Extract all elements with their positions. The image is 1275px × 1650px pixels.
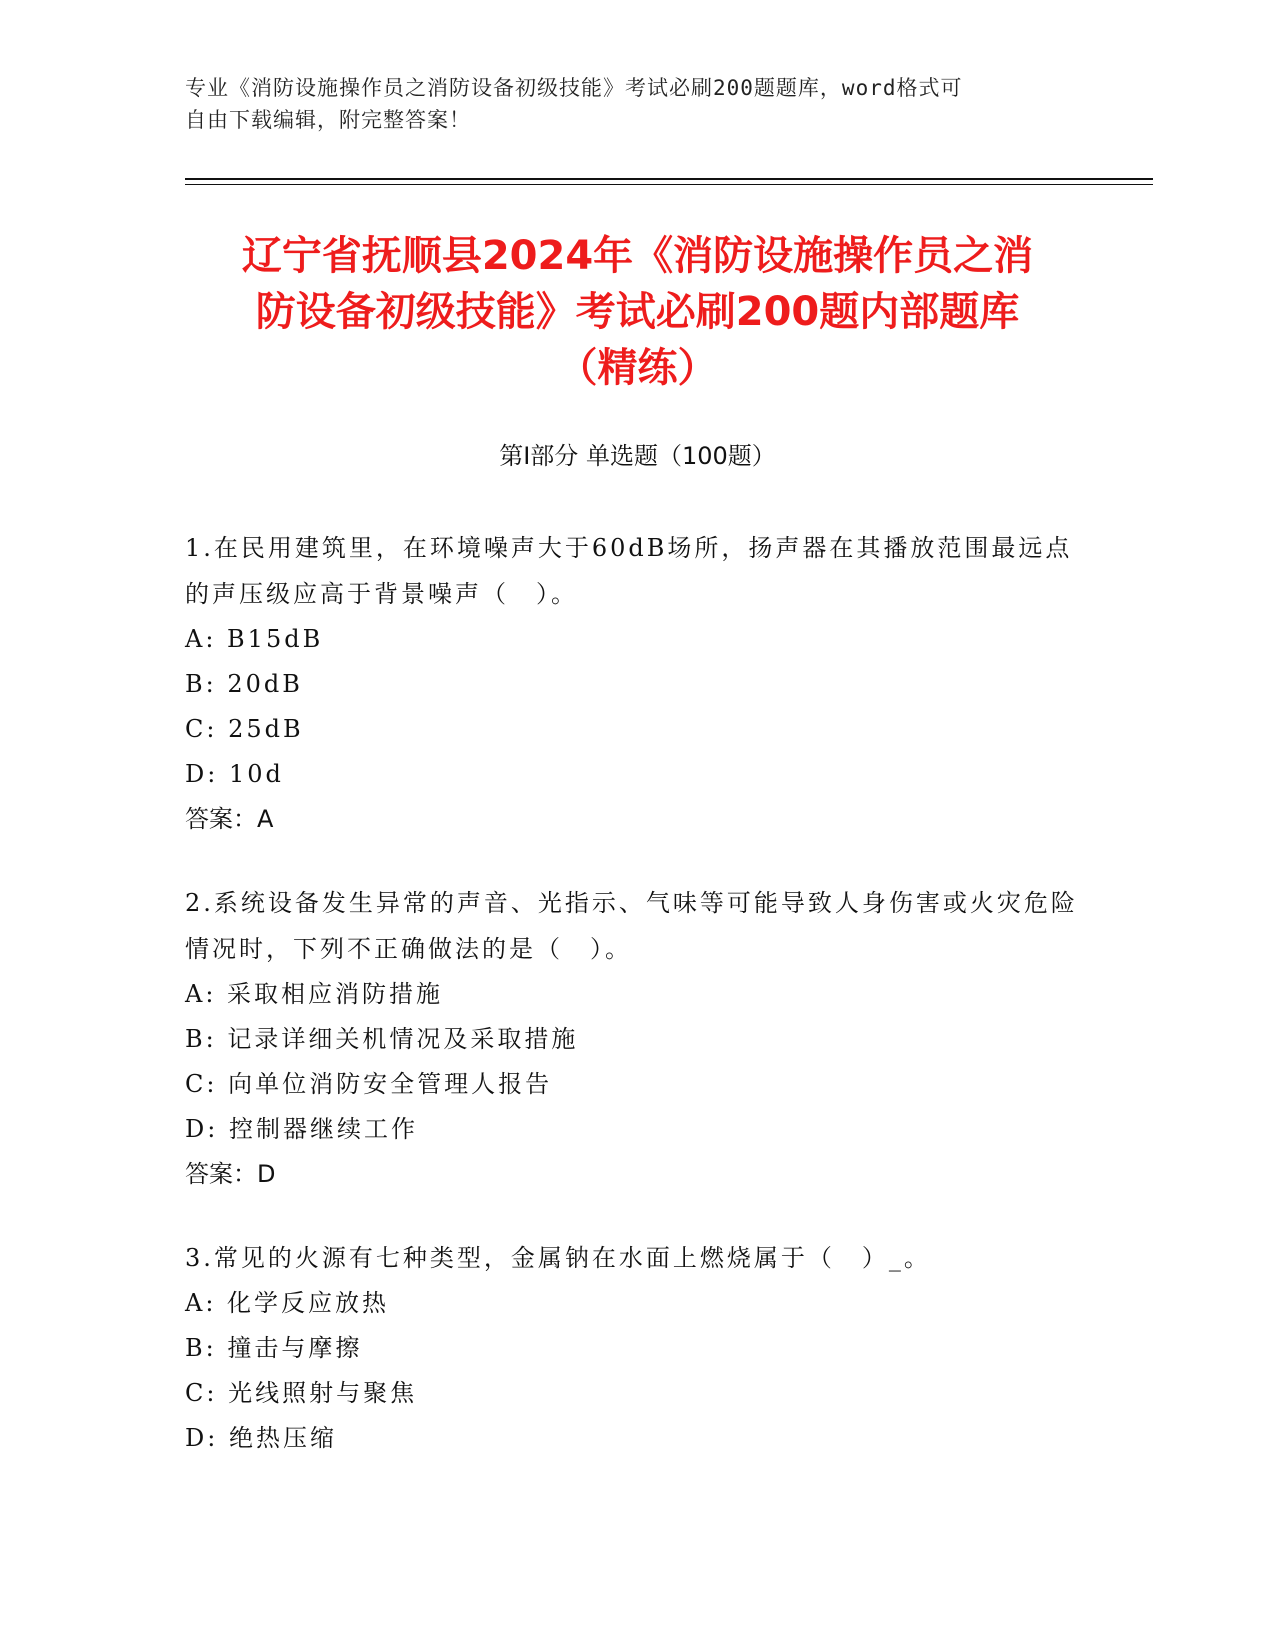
title-line-3: （精练）	[557, 345, 718, 391]
option-d: D: 绝热压缩	[185, 1424, 337, 1452]
option-a: A: B15dB	[185, 625, 324, 653]
question-stem: 1.在民用建筑里，在环境噪声大于60dB场所，扬声器在其播放范围最远点的声压级应高于背景噪声（ ）。	[185, 534, 1073, 608]
answer: 答案：D	[185, 1160, 276, 1188]
header-note-line-1: 专业《消防设施操作员之消防设备初级技能》考试必刷200题题库，word格式可	[185, 76, 963, 100]
option-d: D: 控制器继续工作	[185, 1115, 418, 1143]
answer: 答案：A	[185, 805, 274, 833]
question-3	[185, 1235, 1090, 1461]
question-1	[185, 525, 1090, 842]
question-stem: 2.系统设备发生异常的声音、光指示、气味等可能导致人身伤害或火灾危险情况时，下列不正确做法的是（ ）。	[185, 889, 1078, 963]
title-line-2: 防设备初级技能》考试必刷200题内部题库	[255, 289, 1020, 335]
option-c: C: 25dB	[185, 715, 304, 743]
option-b: B: 撞击与摩擦	[185, 1334, 363, 1362]
document-title	[170, 228, 1105, 396]
option-c: C: 光线照射与聚焦	[185, 1379, 418, 1407]
header-rule-thin	[185, 184, 1153, 185]
title-line-1: 辽宁省抚顺县2024年《消防设施操作员之消	[241, 233, 1034, 279]
option-b: B: 记录详细关机情况及采取措施	[185, 1025, 579, 1053]
option-a: A: 采取相应消防措施	[185, 980, 444, 1008]
option-b: B: 20dB	[185, 670, 303, 698]
question-list	[185, 525, 1090, 1499]
question-2	[185, 880, 1090, 1197]
section-heading: 第Ⅰ部分 单选题（100题）	[499, 442, 776, 470]
header-note-line-2: 自由下载编辑，附完整答案！	[185, 108, 471, 132]
header-note	[185, 72, 1085, 136]
header-rule-thick	[185, 178, 1153, 180]
option-a: A: 化学反应放热	[185, 1289, 390, 1317]
question-stem: 3.常见的火源有七种类型，金属钠在水面上燃烧属于（ ）_。	[185, 1244, 931, 1272]
option-d: D: 10d	[185, 760, 284, 788]
option-c: C: 向单位消防安全管理人报告	[185, 1070, 553, 1098]
